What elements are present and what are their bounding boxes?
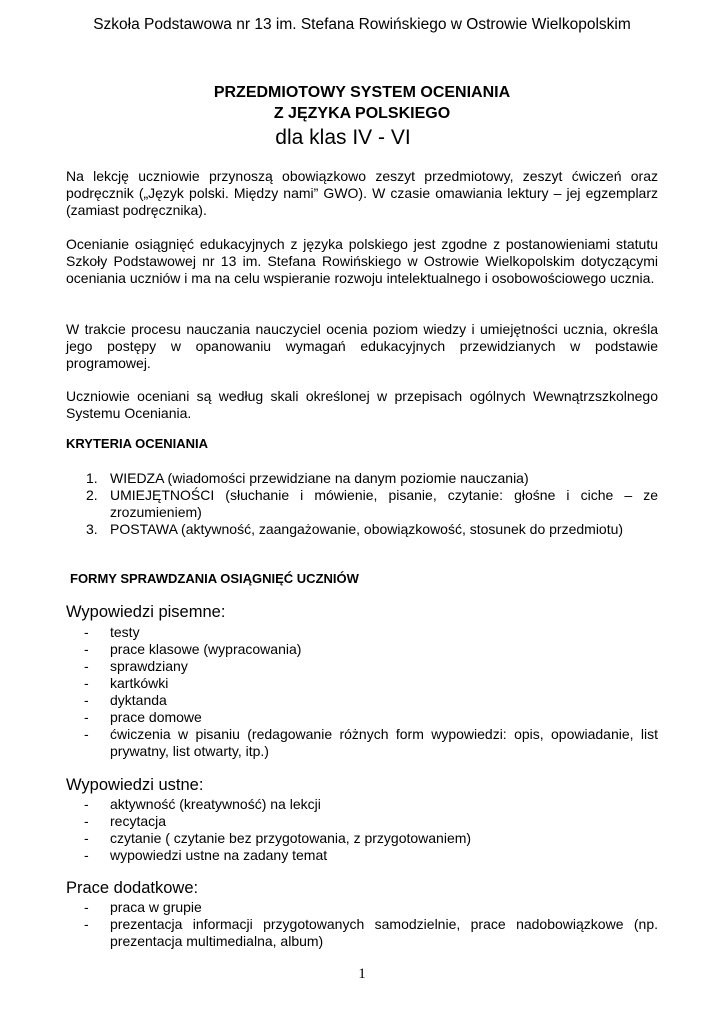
forms-heading: FORMY SPRAWDZANIA OSIĄGNIĘĆ UCZNIÓW: [70, 571, 359, 586]
dash-marker: -: [84, 916, 89, 932]
item-text: prace domowe: [110, 709, 202, 725]
oral-title: Wypowiedzi ustne:: [66, 776, 204, 794]
item-text: czytanie ( czytanie bez przygotowania, z przygotowaniem): [110, 830, 472, 846]
item-text: aktywność (kreatywność) na lekcji: [110, 796, 321, 812]
item-text: testy: [110, 624, 140, 640]
paragraph-2: Ocenianie osiągnięć edukacyjnych z języka polskiego jest zgodne z postanowieniami statutu Szkoły Podstawowej nr 13 im. Stefana Rowińskiego w Ostrowie Wielkopolskim dotyczącymi oceniania uczniów i ma na celu wspieranie rozwoju intelektualnego i osobowościowego ucznia.: [66, 236, 658, 286]
item-text: wypowiedzi ustne na zadany temat: [110, 847, 328, 863]
paragraph-4: Uczniowie oceniani są według skali określonej w przepisach ogólnych Wewnątrzszkolnego Systemu Oceniania.: [66, 388, 658, 421]
dash-marker: -: [84, 813, 89, 829]
item-text: kartkówki: [110, 675, 169, 691]
dash-marker: -: [84, 847, 89, 863]
dash-marker: -: [84, 641, 89, 657]
page-number: 1: [358, 966, 366, 982]
dash-marker: -: [84, 658, 89, 674]
dash-marker: -: [84, 899, 89, 915]
item-text: WIEDZA (wiadomości przewidziane na danym poziomie nauczania): [110, 470, 529, 486]
item-text: UMIEJĘTNOŚCI (słuchanie i mówienie, pisanie, czytanie: głośne i ciche – ze zrozumieniem): [110, 487, 658, 520]
item-text: sprawdziany: [110, 658, 188, 674]
item-text: praca w grupie: [110, 899, 202, 915]
written-title: Wypowiedzi pisemne:: [66, 603, 226, 621]
title-line-3: dla klas IV - VI: [275, 126, 411, 149]
item-text: prace klasowe (wypracowania): [110, 641, 302, 657]
item-text: recytacja: [110, 813, 167, 829]
item-text: ćwiczenia w pisaniu (redagowanie różnych form wypowiedzi: opis, opowiadanie, list prywatny, list otwarty, itp.): [110, 726, 658, 759]
criteria-heading: KRYTERIA OCENIANIA: [66, 436, 209, 451]
dash-marker: -: [84, 624, 89, 640]
dash-marker: -: [84, 830, 89, 846]
title-line-2: Z JĘZYKA POLSKIEGO: [273, 105, 451, 122]
paragraph-3: W trakcie procesu nauczania nauczyciel ocenia poziom wiedzy i umiejętności ucznia, określa jego postępy w opanowaniu wymagań edukacyjnych przewidzianych w podstawie programowej.: [66, 321, 658, 371]
dash-marker: -: [84, 796, 89, 812]
school-header: Szkoła Podstawowa nr 13 im. Stefana Rowińskiego w Ostrowie Wielkopolskim: [93, 16, 631, 33]
extra-title: Prace dodatkowe:: [66, 879, 199, 897]
item-text: prezentacja informacji przygotowanych samodzielnie, prace nadobowiązkowe (np. prezentacja multimedialna, album): [110, 916, 658, 949]
title-line-1: PRZEDMIOTOWY SYSTEM OCENIANIA: [213, 84, 511, 101]
paragraph-1: Na lekcję uczniowie przynoszą obowiązkowo zeszyt przedmiotowy, zeszyt ćwiczeń oraz podręcznik („Język polski. Między nami” GWO). W czasie omawiania lektury – jej egzemplarz (zamiast podręcznika).: [66, 168, 658, 218]
dash-marker: -: [84, 726, 89, 742]
item-number: 3.: [86, 521, 98, 537]
dash-marker: -: [84, 675, 89, 691]
item-text: POSTAWA (aktywność, zaangażowanie, obowiązkowość, stosunek do przedmiotu): [110, 521, 624, 537]
item-text: dyktanda: [110, 692, 167, 708]
item-number: 2.: [86, 487, 98, 503]
dash-marker: -: [84, 692, 89, 708]
dash-marker: -: [84, 709, 89, 725]
item-number: 1.: [86, 470, 98, 486]
